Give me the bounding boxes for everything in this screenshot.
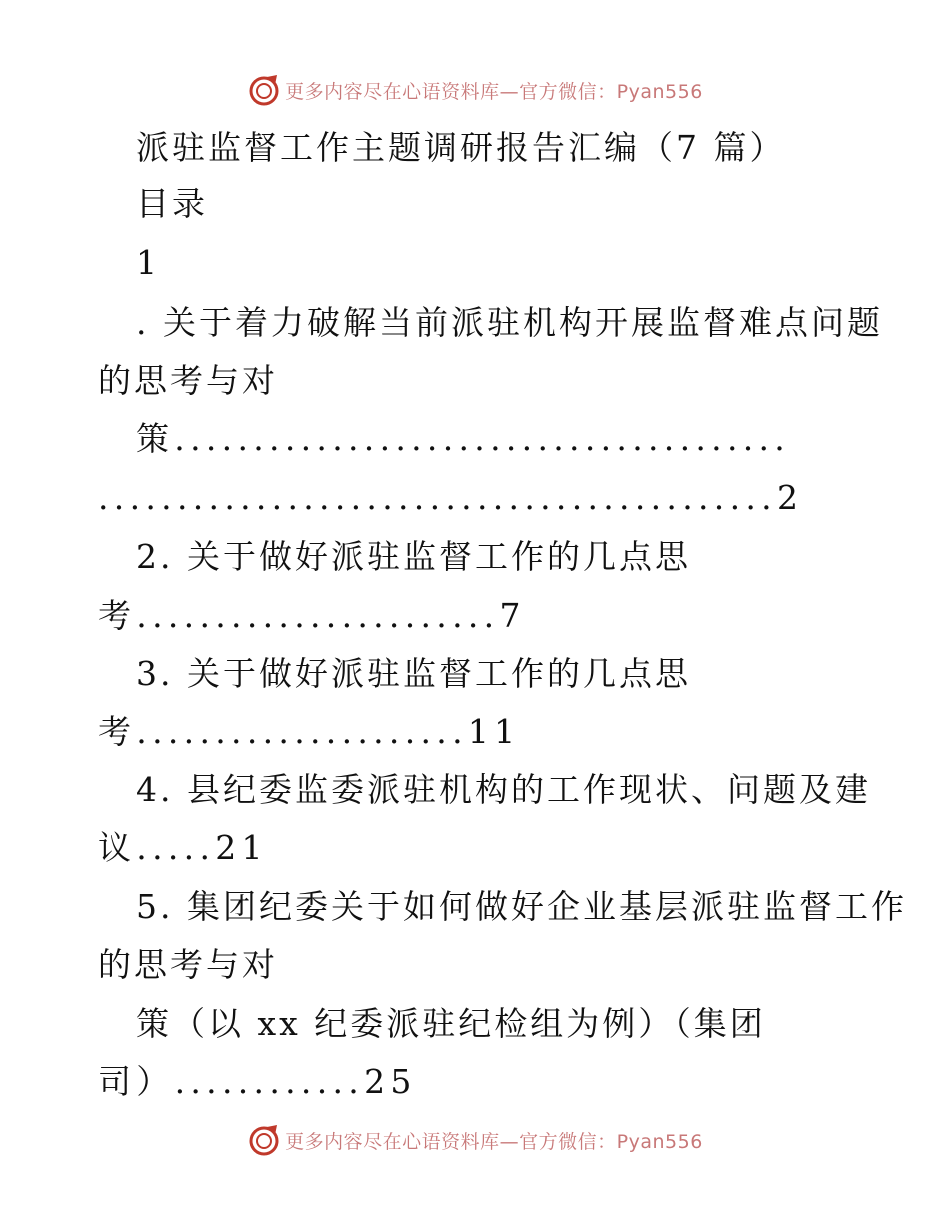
toc-line: 考.....................11 xyxy=(98,712,521,751)
pen-logo-icon xyxy=(247,1123,281,1157)
toc-heading: 目录 xyxy=(136,184,208,223)
toc-line: 策....................................... xyxy=(136,419,791,458)
toc-line: 司）............25 xyxy=(98,1062,417,1101)
watermark-text: 更多内容尽在心语资料库—官方微信：Pyan556 xyxy=(285,1130,703,1153)
toc-line: . 关于着力破解当前派驻机构开展监督难点问题 xyxy=(136,303,883,342)
watermark-banner-bottom xyxy=(0,1120,950,1160)
toc-line: 5. 集团纪委关于如何做好企业基层派驻监督工作 xyxy=(136,887,907,926)
document-title: 派驻监督工作主题调研报告汇编（7 篇） xyxy=(136,128,786,167)
toc-line: 2. 关于做好派驻监督工作的几点思 xyxy=(136,537,691,576)
toc-line: 3. 关于做好派驻监督工作的几点思 xyxy=(136,654,691,693)
watermark-banner-top xyxy=(0,70,950,110)
toc-line: 考.......................7 xyxy=(98,596,526,635)
toc-line: 的思考与对 xyxy=(98,361,278,400)
toc-line: 议.....21 xyxy=(98,828,268,867)
watermark-text: 更多内容尽在心语资料库—官方微信：Pyan556 xyxy=(285,80,703,103)
toc-line: 策（以 xx 纪委派驻纪检组为例）（集团 xyxy=(136,1004,766,1043)
toc-line: 的思考与对 xyxy=(98,945,278,984)
toc-line: 1 xyxy=(136,243,160,282)
toc-line: 4. 县纪委监委派驻机构的工作现状、问题及建 xyxy=(136,770,871,809)
pen-logo-icon xyxy=(247,73,281,107)
toc-line: ...........................................2 xyxy=(98,478,804,517)
